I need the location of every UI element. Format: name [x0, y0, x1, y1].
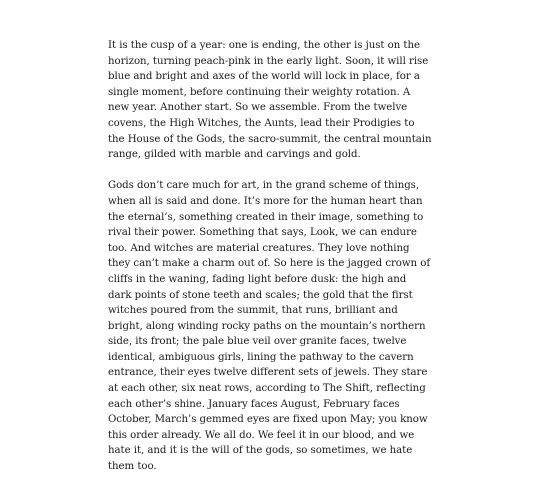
- paragraph-gods-and-art: Gods don’t care much for art, in the grand scheme of things, when all is said and done. It’s more for the human heart than the eternal’s, something created in their image, something to rival their power. Something that says, Look, we can endure too. And witches are material creatures. They love nothing they can’t make a charm out of. So here is the jagged crown of cliffs in the waning, fading light before dusk: the high and dark points of stone teeth and scales; the gold that the first witches poured from the summit, that runs, brilliant and bright, along winding rocky paths on the mountain’s northern side, its front; the pale blue veil over granite faces, twelve identical, ambiguous girls, lining the pathway to the cavern entrance, their eyes twelve different sets of jewels. They stare at each other, six neat rows, according to The Shift, reflecting each other’s shine. January faces August, February faces October, March’s gemmed eyes are fixed upon May; you know this order already. We all do. We feel it in our blood, and we hate it, and it is the will of the gods, so sometimes, we hate them too.: [108, 180, 431, 473]
- document-page: [108, 38, 432, 490]
- paragraph-cusp-of-year: It is the cusp of a year: one is ending, the other is just on the horizon, turning peach-pink in the early light. Soon, it will rise blue and bright and axes of the world will lock in place, for a single moment, before continuing their weighty rotation. A new year. Another start. So we assemble. From the twelve covens, the High Witches, the Aunts, lead their Prodigies to the House of the Gods, the sacro-summit, the central mountain range, gilded with marble and carvings and gold.: [108, 40, 432, 161]
